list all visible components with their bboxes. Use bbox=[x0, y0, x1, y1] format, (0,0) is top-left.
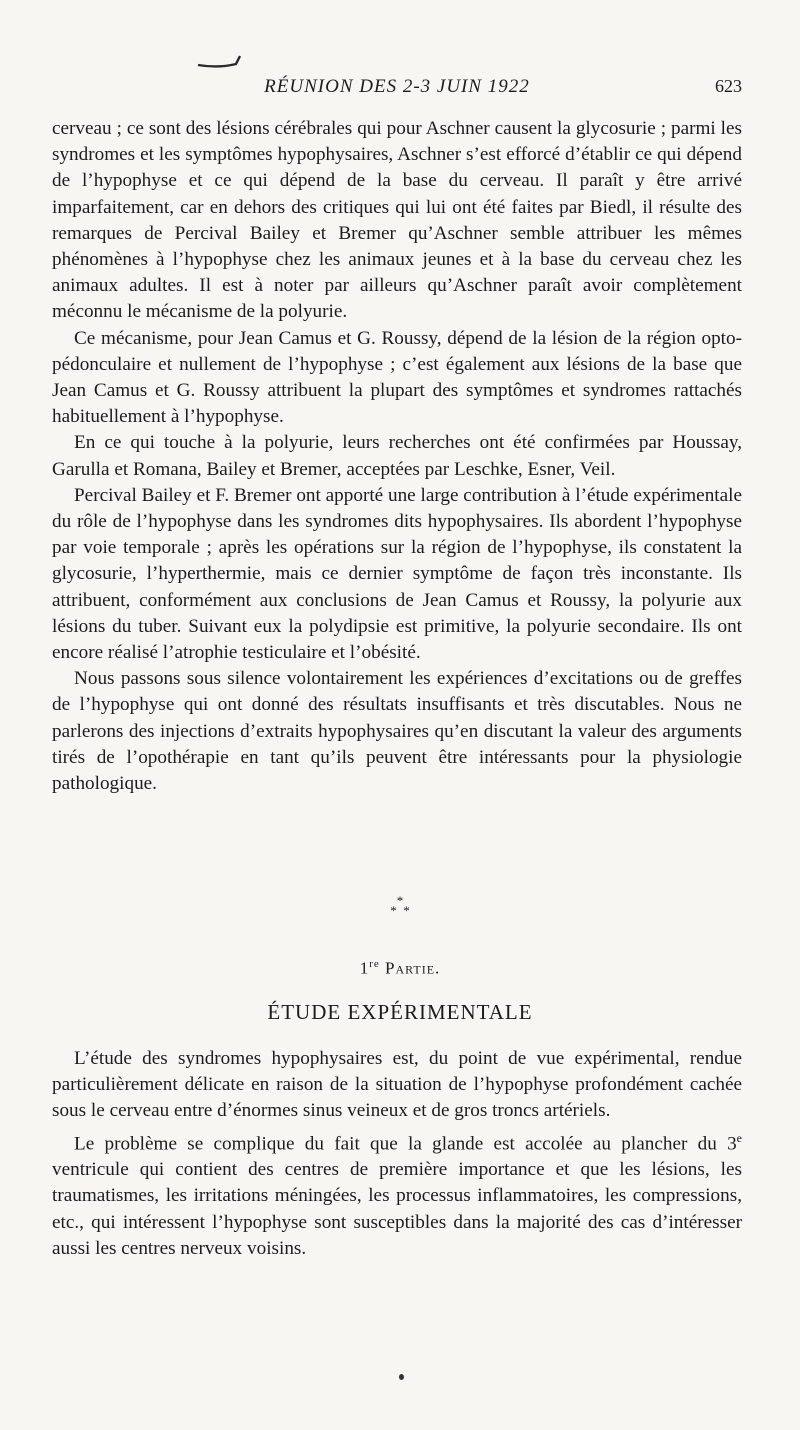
footer-dot-icon bbox=[399, 1374, 404, 1380]
paragraph: L’étude des syndromes hypophysaires est, du point de vue expérimental, rendue particulièrement délicate en raison de la situation de l’hypophyse profondément cachée sous le cerveau entre d’énormes sinus veineux et de gros troncs artériels. bbox=[52, 1048, 742, 1122]
ink-mark-icon bbox=[196, 52, 244, 72]
paragraph bbox=[52, 1125, 742, 1262]
page-number: 623 bbox=[715, 76, 742, 96]
paragraph: En ce qui touche à la polyurie, leurs recherches ont été confirmées par Houssay, Garulla et Romana, Bailey et Bremer, acceptées par Leschke, Esner, Veil. bbox=[52, 432, 742, 480]
part-heading bbox=[0, 958, 800, 979]
paragraph: Percival Bailey et F. Bremer ont apporté une large contribution à l’étude expérimentale du rôle de l’hypophyse dans les syndromes dits hypophysaires. Ils abordent l’hypophyse par voie temporale ; après les opérations sur la région de l’hypophyse, ils constatent la glycosurie, l’hyperthermie, mais ce dernier symptôme de façon très inconstante. Ils attribuent, conformément aux conclusions de Jean Camus et Roussy, la polyurie aux lésions du tuber. Suivant eux la polydipsie est primitive, la polyurie secondaire. Ils ont encore réalisé l’atrophie testiculaire et l’obésité. bbox=[52, 484, 742, 664]
part-label: Partie. bbox=[384, 958, 441, 978]
star: * bbox=[403, 903, 410, 918]
paragraph: cerveau ; ce sont des lésions cérébrales qui pour Aschner causent la glycosurie ; parmi les syndromes et les symptômes hypophysaires, Aschner s’est efforcé d’établir ce qui dépend de l’hypophyse et ce qui dépend de la base du cerveau. Il paraît y être arrivé imparfaitement, car en dehors des critiques qui lui ont été faites par Biedl, il résulte des remarques de Percival Bailey et Bremer qu’Aschner semble attribuer les mêmes phénomènes à l’hypophyse chez les animaux jeunes et à la base du cerveau chez les animaux adultes. Il est à noter par ailleurs qu’Aschner paraît avoir complètement méconnu le mécanisme de la polyurie. bbox=[52, 118, 742, 323]
running-head bbox=[52, 76, 742, 98]
body-text-top bbox=[52, 116, 742, 797]
part-ordinal: re bbox=[369, 958, 380, 970]
paragraph: Nous passons sous silence volontairement les expériences d’excitations ou de greffes de l’hypophyse qui ont donné des résultats insuffisants et très discutables. Nous ne parlerons des injections d’extraits hypophysaires qu’en discutant la valeur des arguments tirés de l’opothérapie en tant qu’ils peuvent être intéressants pour la physiologie pathologique. bbox=[52, 668, 742, 795]
section-title: ÉTUDE EXPÉRIMENTALE bbox=[267, 1000, 533, 1024]
superscript-ordinal: e bbox=[736, 1130, 742, 1145]
paragraph: Ce mécanisme, pour Jean Camus et G. Roussy, dépend de la lésion de la région opto-pédonculaire et nullement de l’hypophyse ; c’est également aux lésions de la base que Jean Camus et G. Roussy attribuent la plupart des symptômes et syndromes rattachés habituellement à l’hypophyse. bbox=[52, 327, 742, 428]
separator-asterism bbox=[0, 893, 800, 918]
paragraph-text: Le problème se complique du fait que la glande est accolée au plancher du 3 bbox=[74, 1133, 737, 1154]
paragraph-text: ventricule qui contient des centres de première importance et que les lésions, les traumatismes, les irritations méningées, les processus inflammatoires, les compressions, etc., qui intéressent l’hypophyse sont susceptibles dans la majorité des cas d’intéresser aussi les centres nerveux voisins. bbox=[52, 1159, 742, 1259]
running-head-title: RÉUNION DES 2-3 JUIN 1922 bbox=[264, 76, 530, 97]
star: * bbox=[390, 903, 397, 918]
part-number: 1 bbox=[359, 958, 370, 978]
star: * bbox=[396, 893, 404, 908]
body-text-bottom bbox=[52, 1046, 742, 1262]
